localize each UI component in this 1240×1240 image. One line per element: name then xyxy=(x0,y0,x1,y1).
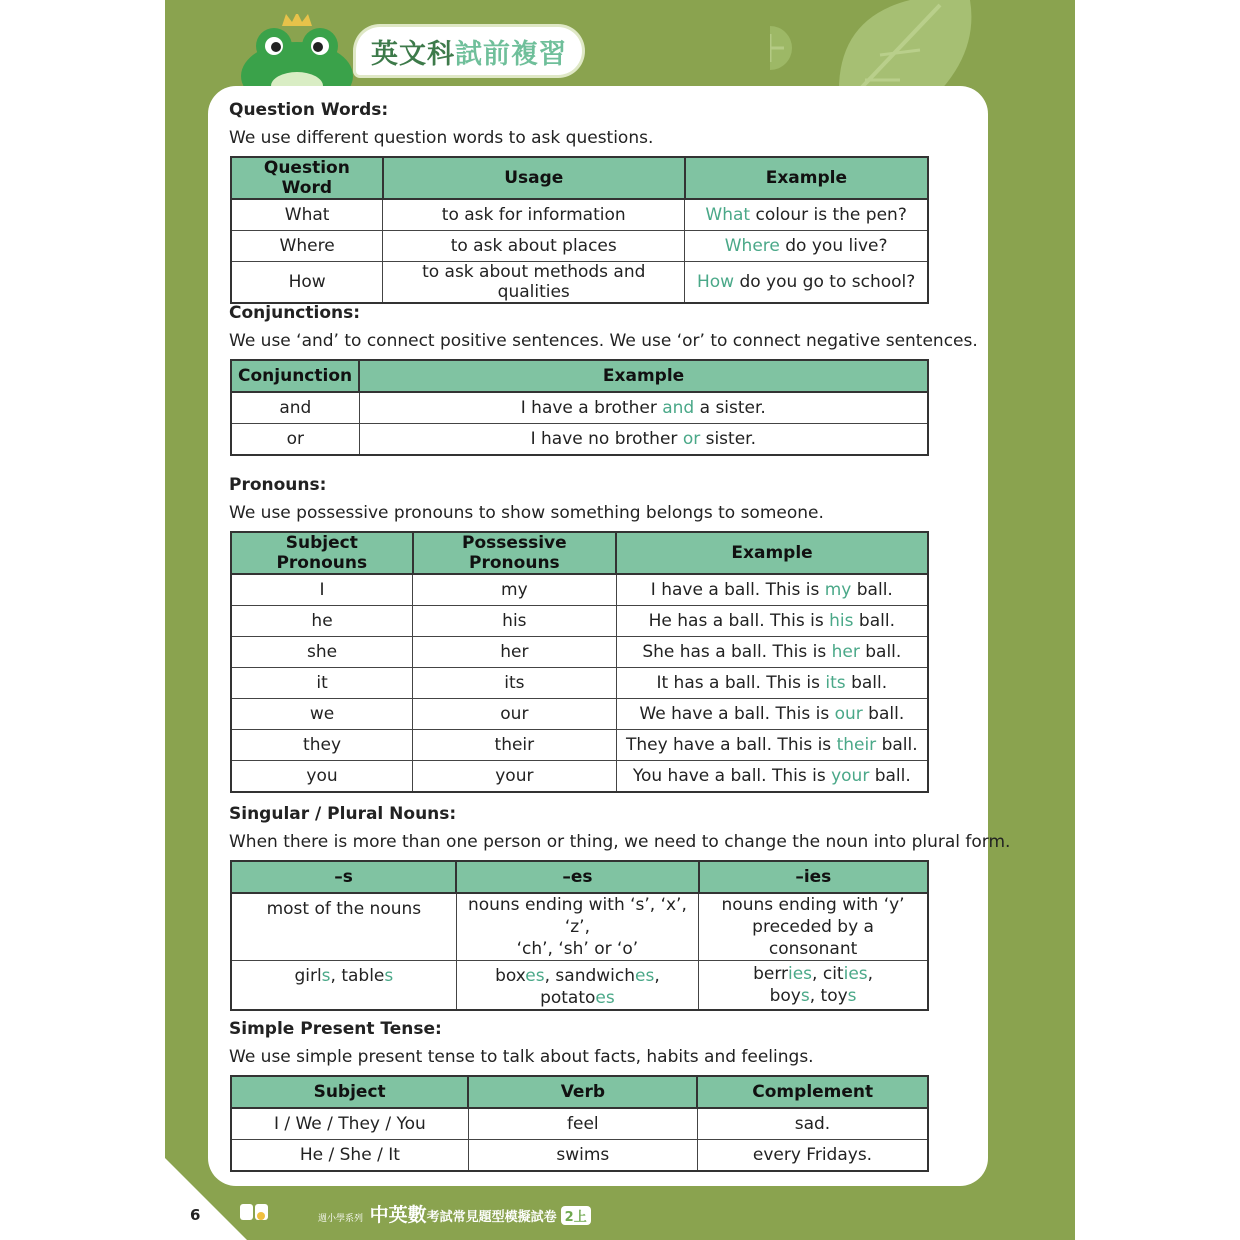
table-cell xyxy=(685,262,928,304)
table-row xyxy=(231,262,928,304)
table-row xyxy=(231,424,928,456)
example-text: He has a ball. This is xyxy=(648,611,830,631)
table-cell: your xyxy=(413,761,617,793)
example-text: You have a ball. This is xyxy=(632,766,832,786)
rule-line: nouns ending with ‘y’ xyxy=(721,895,905,915)
table-cell: we xyxy=(231,699,413,730)
table-cell xyxy=(359,392,928,424)
table-row xyxy=(231,392,928,424)
table-cell: I / We / They / You xyxy=(231,1108,468,1140)
column-header: Possessive Pronouns xyxy=(413,532,617,574)
highlight-word: or xyxy=(682,429,701,449)
word-stem: berr xyxy=(753,964,788,984)
example-text: I have a brother xyxy=(520,398,663,418)
example-text: a sister. xyxy=(694,398,766,418)
example-text: ball. xyxy=(851,580,893,600)
table-cell: every Fridays. xyxy=(697,1140,928,1172)
word-stem: , potato xyxy=(540,966,660,1008)
table-cell: to ask about places xyxy=(383,231,685,262)
section-desc-question-words: We use different question words to ask questions. xyxy=(229,128,654,148)
table-cell xyxy=(685,231,928,262)
footer-series: 週小學系列 xyxy=(318,1214,364,1224)
table-cell xyxy=(616,761,928,793)
example-line xyxy=(707,963,919,985)
table-cell: she xyxy=(231,637,413,668)
example-text: We have a ball. This is xyxy=(639,704,835,724)
table-cell: its xyxy=(413,668,617,699)
table-header-row xyxy=(231,861,928,893)
title-part-2: 試前複習 xyxy=(455,38,567,70)
example-text: colour is the pen? xyxy=(750,205,907,225)
table-cell: How xyxy=(231,262,383,304)
table-cell: most of the nouns xyxy=(231,893,456,961)
table-row xyxy=(231,668,928,699)
example-text: I have a ball. This is xyxy=(650,580,825,600)
column-header: Subject xyxy=(231,1076,468,1108)
footer-title xyxy=(318,1200,591,1227)
footer-subtitle: 考試常見題型模擬試卷 xyxy=(426,1210,557,1225)
section-desc-simple-present: We use simple present tense to talk about facts, habits and feelings. xyxy=(229,1047,814,1067)
table-row xyxy=(231,606,928,637)
table-cell: their xyxy=(413,730,617,761)
table-cell xyxy=(359,424,928,456)
table-row xyxy=(231,1108,928,1140)
section-title-pronouns: Pronouns: xyxy=(229,475,327,495)
table-row xyxy=(231,199,928,231)
table-cell: his xyxy=(413,606,617,637)
highlight-suffix: ies xyxy=(788,964,813,984)
table-cell: to ask for information xyxy=(383,199,685,231)
column-header: –s xyxy=(231,861,456,893)
table-cell: Where xyxy=(231,231,383,262)
conjunctions-table xyxy=(230,359,929,456)
table-cell: and xyxy=(231,392,359,424)
highlight-word: Where xyxy=(724,236,780,256)
example-text: ball. xyxy=(869,766,911,786)
example-text: ball. xyxy=(845,673,888,693)
table-cell xyxy=(231,961,456,1011)
table-cell: they xyxy=(231,730,413,761)
table-cell: He / She / It xyxy=(231,1140,468,1172)
table-cell xyxy=(699,893,928,961)
table-row xyxy=(231,1140,928,1172)
section-title-simple-present: Simple Present Tense: xyxy=(229,1019,442,1039)
example-text: ball. xyxy=(876,735,918,755)
highlight-word: her xyxy=(831,642,860,662)
section-title-plural-nouns: Singular / Plural Nouns: xyxy=(229,804,457,824)
word-stem: girl xyxy=(294,966,322,986)
word-stem: , sandwich xyxy=(544,966,636,986)
table-row xyxy=(231,730,928,761)
word-stem: , xyxy=(867,964,874,984)
column-header: Question Word xyxy=(231,157,383,199)
highlight-suffix: s xyxy=(800,986,810,1006)
table-cell: her xyxy=(413,637,617,668)
word-stem: , cit xyxy=(812,964,844,984)
table-row xyxy=(231,637,928,668)
table-header-row xyxy=(231,157,928,199)
rule-line: preceded by a consonant xyxy=(752,917,874,959)
simple-present-table xyxy=(230,1075,929,1172)
page-number: 6 xyxy=(190,1206,201,1224)
highlight-word: How xyxy=(696,272,735,292)
plural-nouns-table xyxy=(230,860,929,1011)
highlight-word: his xyxy=(829,611,854,631)
example-text: She has a ball. This is xyxy=(642,642,832,662)
column-header: Subject Pronouns xyxy=(231,532,413,574)
highlight-suffix: s xyxy=(321,966,331,986)
page-title xyxy=(356,27,582,75)
column-header: Example xyxy=(685,157,928,199)
frog-mascot-icon xyxy=(238,14,356,92)
highlight-word: What xyxy=(705,205,751,225)
highlight-word: their xyxy=(836,735,877,755)
table-cell xyxy=(616,606,928,637)
example-text: ball. xyxy=(859,642,902,662)
highlight-suffix: s xyxy=(847,986,857,1006)
column-header: –es xyxy=(456,861,698,893)
highlight-word: our xyxy=(834,704,863,724)
table-cell: sad. xyxy=(697,1108,928,1140)
section-title-question-words: Question Words: xyxy=(229,100,389,120)
table-cell: my xyxy=(413,574,617,606)
column-header: Complement xyxy=(697,1076,928,1108)
section-desc-pronouns: We use possessive pronouns to show something belongs to someone. xyxy=(229,503,824,523)
example-text: do you live? xyxy=(779,236,888,256)
column-header: Example xyxy=(359,360,928,392)
column-header: Example xyxy=(616,532,928,574)
column-header: Verb xyxy=(468,1076,697,1108)
table-cell xyxy=(456,961,698,1011)
section-title-conjunctions: Conjunctions: xyxy=(229,303,361,323)
table-cell: I xyxy=(231,574,413,606)
example-text: It has a ball. This is xyxy=(656,673,826,693)
footer-main-title: 中英數 xyxy=(369,1204,427,1226)
highlight-word: and xyxy=(662,398,695,418)
grade-badge: 2上 xyxy=(561,1206,591,1225)
table-cell: swims xyxy=(468,1140,697,1172)
table-cell xyxy=(456,893,698,961)
column-header: Conjunction xyxy=(231,360,359,392)
table-header-row xyxy=(231,1076,928,1108)
rule-line: ‘ch’, ‘sh’ or ‘o’ xyxy=(516,939,639,959)
word-stem: , toy xyxy=(809,986,848,1006)
column-header: –ies xyxy=(699,861,928,893)
table-cell: our xyxy=(413,699,617,730)
table-row xyxy=(231,231,928,262)
table-cell xyxy=(616,699,928,730)
table-cell: it xyxy=(231,668,413,699)
example-text: They have a ball. This is xyxy=(625,735,837,755)
example-text: I have no brother xyxy=(530,429,683,449)
table-row xyxy=(231,761,928,793)
example-text: sister. xyxy=(700,429,757,449)
example-line xyxy=(707,985,919,1007)
section-desc-plural-nouns: When there is more than one person or thing, we need to change the noun into plural form. xyxy=(229,832,1011,852)
word-stem: , table xyxy=(330,966,385,986)
highlight-suffix: s xyxy=(384,966,394,986)
table-cell: feel xyxy=(468,1108,697,1140)
example-text: do you go to school? xyxy=(734,272,916,292)
table-cell xyxy=(616,730,928,761)
highlight-suffix: ies xyxy=(843,964,868,984)
highlight-suffix: es xyxy=(595,988,615,1008)
table-row xyxy=(231,574,928,606)
table-cell: What xyxy=(231,199,383,231)
example-text: ball. xyxy=(862,704,905,724)
section-desc-conjunctions: We use ‘and’ to connect positive sentences. We use ‘or’ to connect negative sentences. xyxy=(229,331,978,351)
highlight-suffix: es xyxy=(525,966,545,986)
table-cell xyxy=(616,668,928,699)
table-cell xyxy=(616,574,928,606)
table-cell: to ask about methods and qualities xyxy=(383,262,685,304)
highlight-suffix: es xyxy=(635,966,655,986)
rule-line: nouns ending with ‘s’, ‘x’, ‘z’, xyxy=(467,895,687,937)
column-header: Usage xyxy=(383,157,685,199)
question-words-table xyxy=(230,156,929,304)
table-cell xyxy=(616,637,928,668)
table-header-row xyxy=(231,532,928,574)
series-logo-icon xyxy=(240,1202,310,1224)
table-row xyxy=(231,961,928,1011)
highlight-word: your xyxy=(831,766,870,786)
table-cell: he xyxy=(231,606,413,637)
table-cell: or xyxy=(231,424,359,456)
word-stem: box xyxy=(495,966,526,986)
highlight-word: my xyxy=(824,580,852,600)
word-stem: boy xyxy=(769,986,801,1006)
title-part-1: 英文科 xyxy=(371,38,455,70)
table-row xyxy=(231,699,928,730)
table-cell xyxy=(685,199,928,231)
example-text: ball. xyxy=(853,611,895,631)
table-cell: you xyxy=(231,761,413,793)
table-row xyxy=(231,893,928,961)
table-header-row xyxy=(231,360,928,392)
pronouns-table xyxy=(230,531,929,793)
highlight-word: its xyxy=(825,673,846,693)
table-cell xyxy=(699,961,928,1011)
